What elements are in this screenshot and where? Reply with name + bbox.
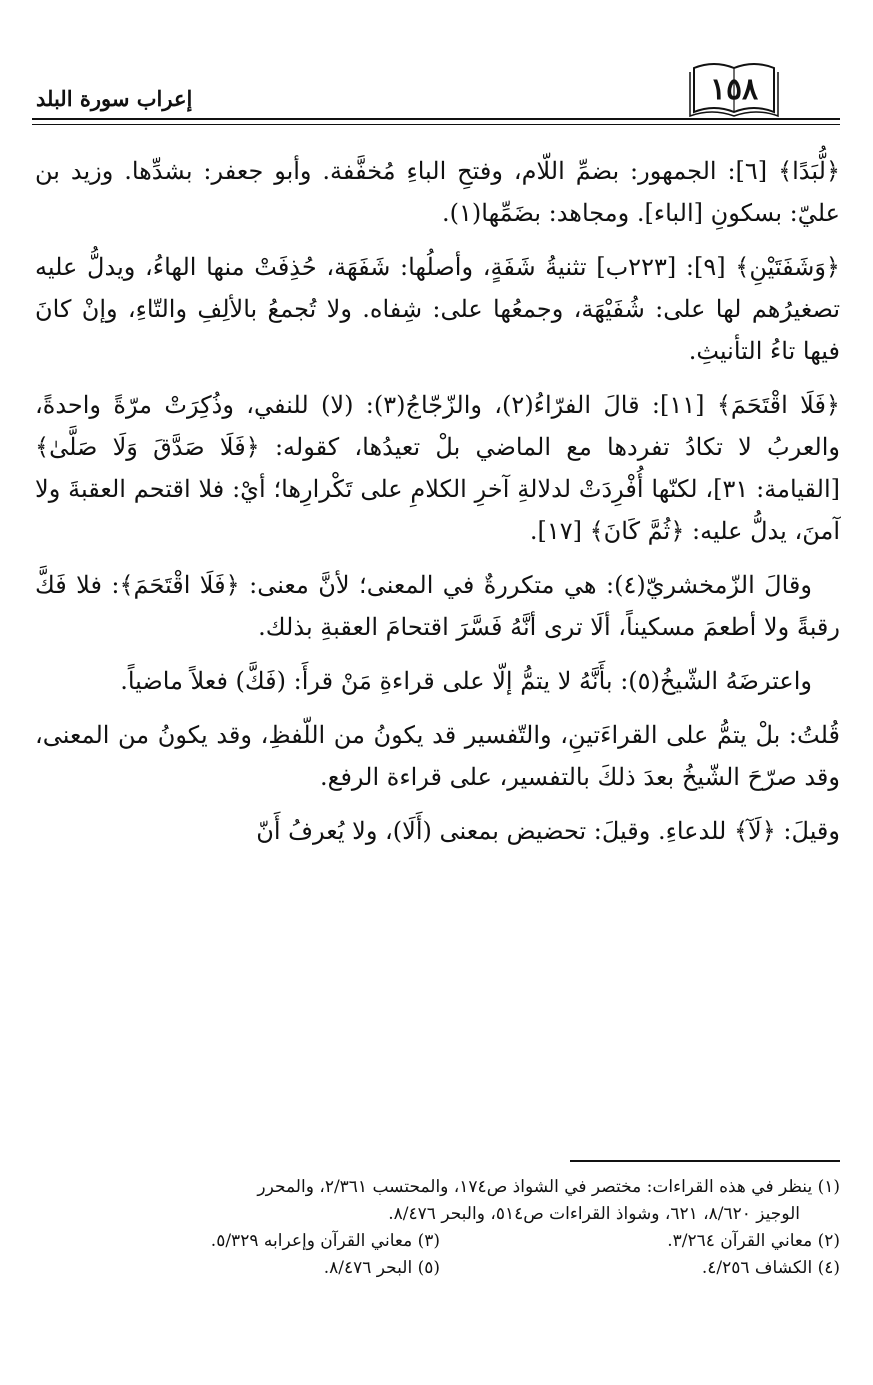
footnotes — [35, 1160, 840, 1282]
footnote-3: (٣) معاني القرآن وإعرابه ٥/٣٢٩. — [210, 1231, 440, 1251]
paragraph-labadan: ﴿لُّبَدًا﴾ [٦]: الجمهور: بضمِّ اللّام، وفتحِ الباءِ مُخفَّفة. وأبو جعفر: بشدِّها. وزيد بن عليّ: بسكونِ [الباء]. ومجاهد: بضَمِّها(١). — [35, 157, 841, 227]
footnote-2: (٢) معاني القرآن ٣/٢٦٤. — [667, 1231, 840, 1251]
header-rule-thin — [32, 124, 840, 125]
paragraph-zamakhshari: وقالَ الزّمخشريّ(٤): هي متكررةٌ في المعنى؛ لأنَّ معنى: ﴿فَلَا اقْتَحَمَ﴾: فلا فَكَّ رقبةً ولا أطعمَ مسكيناً، ألَا ترى أنَّهُ فَسَّرَ اقتحامَ العقبةِ بذلك. — [35, 571, 840, 641]
running-header — [32, 58, 840, 128]
footnote-4: (٤) الكشاف ٤/٢٥٦. — [701, 1258, 840, 1278]
page-number-badge — [688, 58, 780, 120]
footnote-5: (٥) البحر ٨/٤٧٦. — [323, 1258, 440, 1278]
page-title: إعراب سورة البلد — [36, 86, 193, 111]
paragraph-shaykh-objection: واعترضَهُ الشّيخُ(٥): بأَنَّهُ لا يتمُّ إلّا على قراءةِ مَنْ قرأَ: (فَكَّ) فعلاً ماضياً. — [120, 667, 812, 695]
header-rule — [32, 118, 840, 120]
paragraph-qila: وقيلَ: ﴿لَآ﴾ للدعاءِ. وقيلَ: تحضيض بمعنى (أَلَا)، ولا يُعرفُ أَنّ — [256, 817, 840, 845]
paragraph-qultu: قُلتُ: بلْ يتمُّ على القراءَتينِ، والتّفسير قد يكونُ من اللّفظِ، وقد يكونُ من المعنى، وقد صرّحَ الشّيخُ بعدَ ذلكَ بالتفسير، على قراءة الرفع. — [35, 721, 841, 791]
footnote-rule — [570, 1160, 840, 1162]
paragraph-fala-iqtaham: ﴿فَلَا اقْتَحَمَ﴾ [١١]: قالَ الفرّاءُ(٢)، والزّجّاجُ(٣): (لا) للنفي، وذُكِرَتْ مرّةً واحدةً، والعربُ لا تكادُ تفردها مع الماضي بلْ تعيدُها، كقوله: ﴿فَلَا صَدَّقَ وَلَا صَلَّىٰ﴾ [القيامة: ٣١]، لكنّها أُفْرِدَتْ لدلالةِ آخرِ الكلامِ على تَكْرارِها؛ أيْ: فلا اقتحم العقبةَ ولا آمنَ، يدلُّ عليه: ﴿ثُمَّ كَانَ﴾ [١٧]. — [35, 391, 840, 545]
paragraph-shafatayn: ﴿وَشَفَتَيْنِ﴾ [٩]: [٢٢٣ب] تثنيةُ شَفَةٍ، وأصلُها: شَفَهَة، حُذِفَتْ منها الهاءُ، ويدلُّ عليه تصغيرُهم لها على: شُفَيْهَة، وجمعُها على: شِفاه. ولا تُجمعُ بالألِفِ والتّاءِ، وإنْ كانَ فيها تاءُ التأنيثِ. — [35, 253, 840, 365]
page-number: ١٥٨ — [709, 72, 759, 107]
footnote-row-2-3 — [35, 1228, 840, 1255]
footnote-1: (١) ينظر في هذه القراءات: مختصر في الشواذ ص١٧٤، والمحتسب ٢/٣٦١، والمحرر — [257, 1177, 840, 1197]
main-text — [35, 150, 840, 864]
footnote-row-4-5 — [35, 1255, 840, 1282]
footnote-1-continued: الوجيز ٨/٦٢٠، ٦٢١، وشواذ القراءات ص٥١٤، والبحر ٨/٤٧٦. — [388, 1204, 800, 1224]
